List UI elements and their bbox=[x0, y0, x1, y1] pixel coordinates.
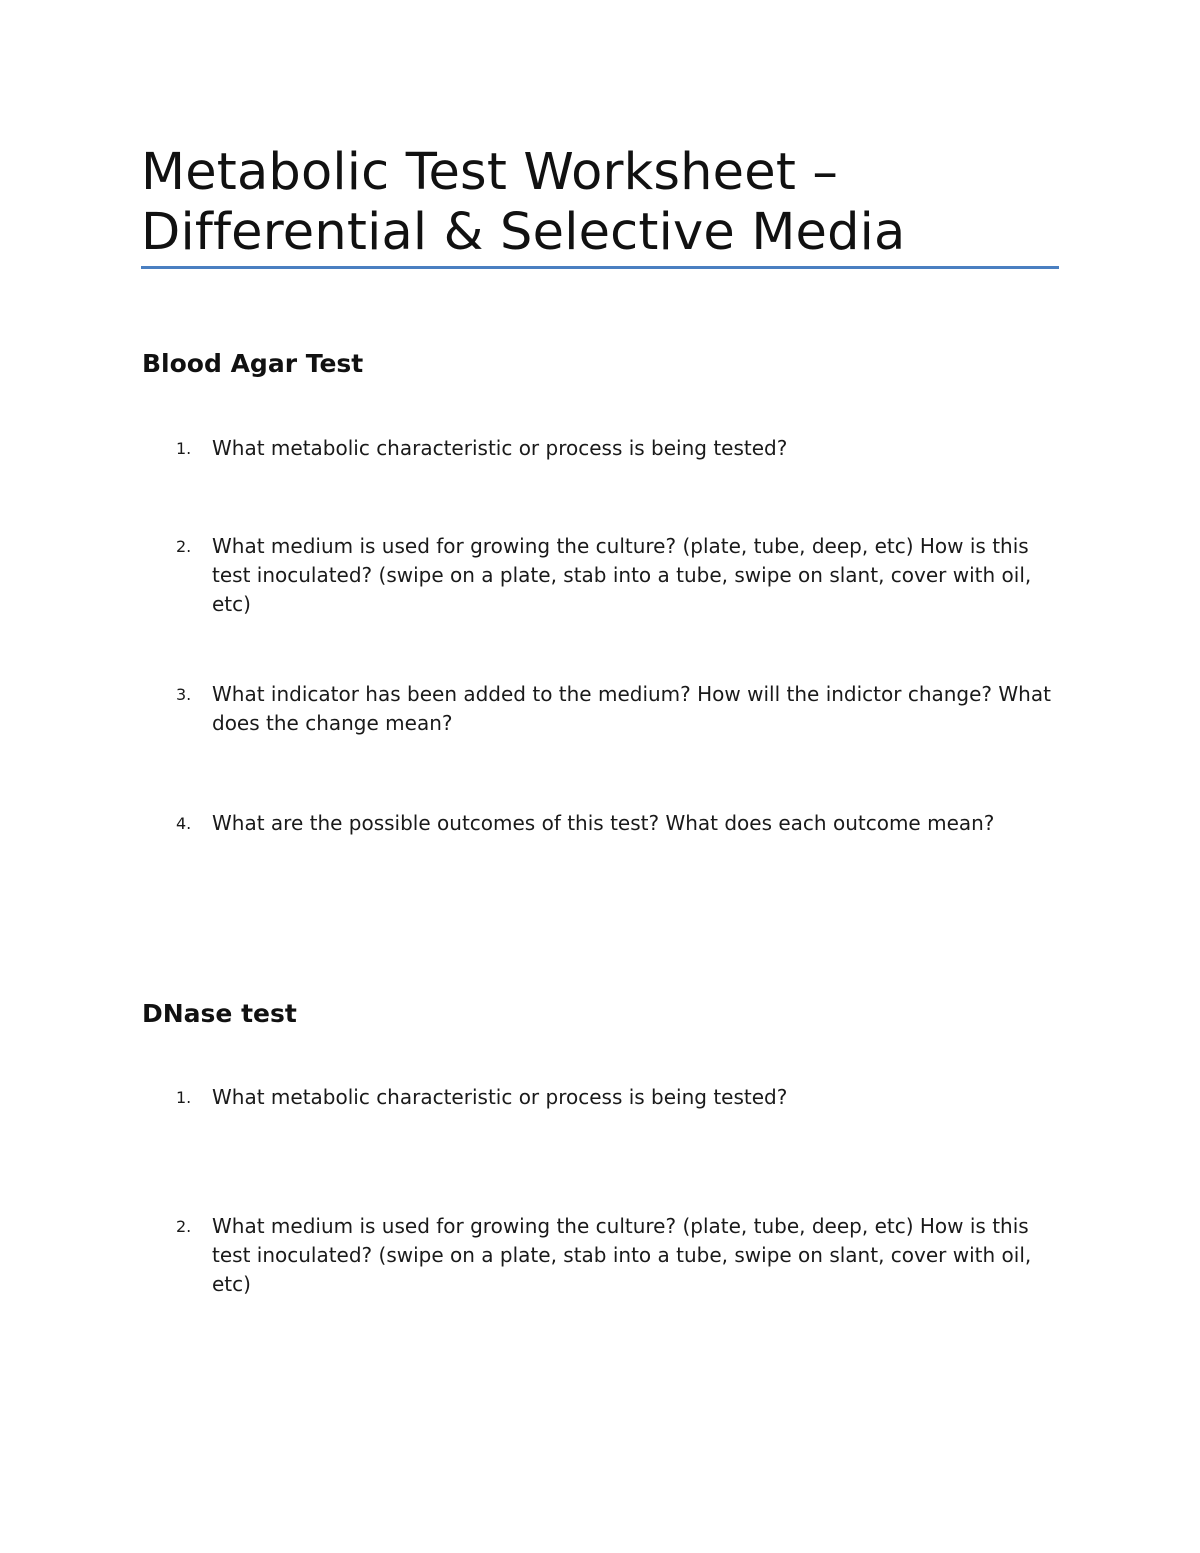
section-heading-dnase: DNase test bbox=[142, 999, 297, 1028]
question-number: 4. bbox=[176, 814, 192, 833]
question-text: What metabolic characteristic or process is being tested? bbox=[212, 436, 788, 460]
question-item bbox=[176, 434, 1066, 463]
question-number: 3. bbox=[176, 685, 192, 704]
question-item bbox=[176, 809, 1066, 838]
question-number: 1. bbox=[176, 439, 192, 458]
question-text: What medium is used for growing the culture? (plate, tube, deep, etc) How is this test inoculated? (swipe on a plate, stab into a tube, swipe on slant, cover with oil, etc) bbox=[212, 1214, 1032, 1296]
question-text: What metabolic characteristic or process is being tested? bbox=[212, 1085, 788, 1109]
page-title bbox=[141, 143, 1061, 263]
question-item bbox=[176, 680, 1066, 738]
section-heading-blood-agar: Blood Agar Test bbox=[142, 349, 364, 378]
question-text: What are the possible outcomes of this test? What does each outcome mean? bbox=[212, 811, 995, 835]
question-number: 1. bbox=[176, 1088, 192, 1107]
title-underline-rule bbox=[141, 266, 1059, 269]
question-item bbox=[176, 1212, 1066, 1299]
question-number: 2. bbox=[176, 1217, 192, 1236]
title-line-2: Differential & Selective Media bbox=[141, 203, 906, 262]
question-item bbox=[176, 532, 1066, 619]
title-line-1: Metabolic Test Worksheet – bbox=[141, 143, 839, 202]
question-text: What indicator has been added to the medium? How will the indictor change? What does the change mean? bbox=[212, 682, 1051, 735]
question-number: 2. bbox=[176, 537, 192, 556]
question-text: What medium is used for growing the culture? (plate, tube, deep, etc) How is this test inoculated? (swipe on a plate, stab into a tube, swipe on slant, cover with oil, etc) bbox=[212, 534, 1032, 616]
question-item bbox=[176, 1083, 1066, 1112]
